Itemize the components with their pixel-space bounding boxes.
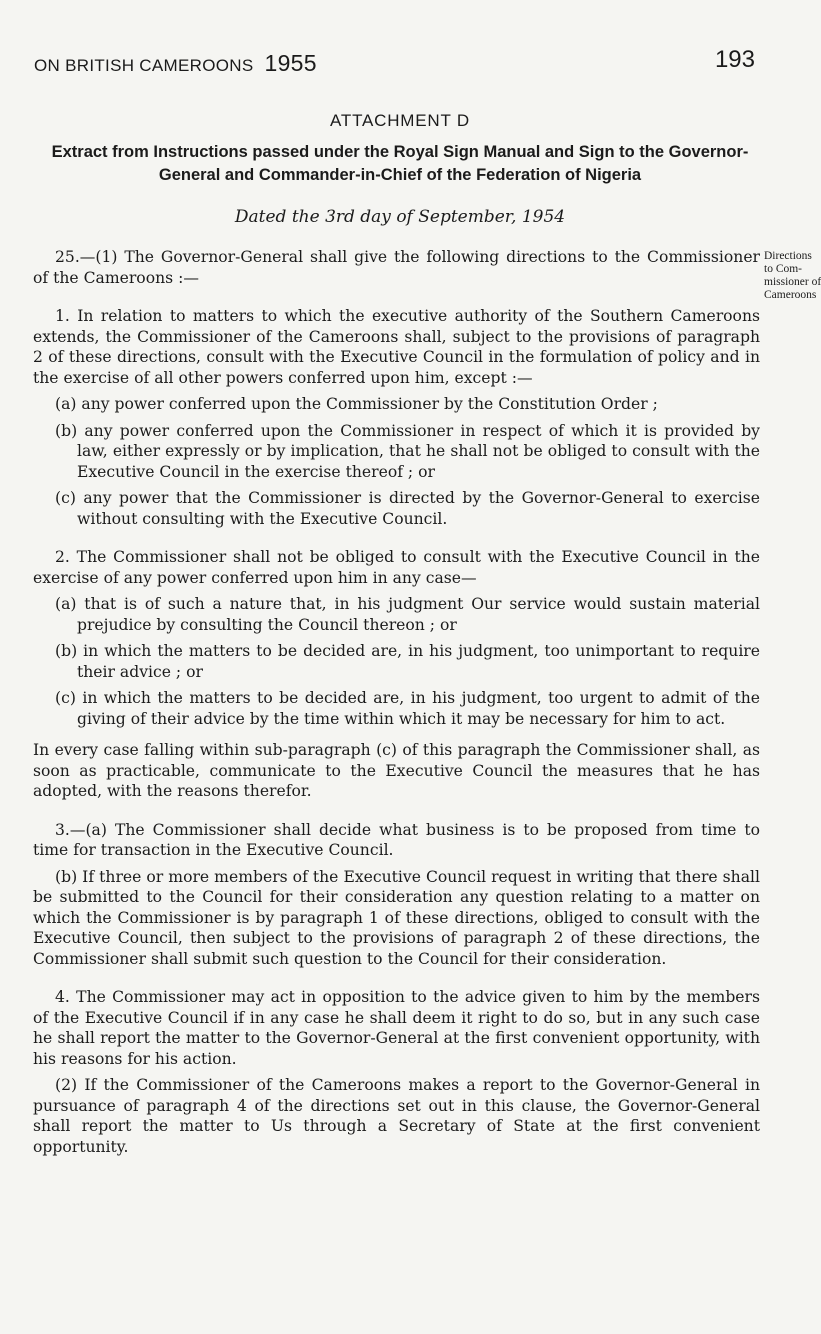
paragraph-3b: (b) If three or more members of the Executive Council request in writing that there shall be submitted to the Council for their consideration any question relating to a matter on which the Commissioner is by paragraph 1 of these directions, obliged to consult with the Executive Council, then subject to the provisions of paragraph 2 of these directions, the Commissioner shall submit such question to the Council for their consideration. <box>33 867 760 968</box>
paragraph-4: 4. The Commissioner may act in opposition to the advice given to him by the members of the Executive Council if in any case he shall deem it right to do so, but in any such case he shall report the matter to the Governor-General at the first convenient opportunity, with his reasons for his action. <box>33 988 760 1068</box>
paragraph-2b: (b) in which the matters to be decided are, in his judgment, too unimportant to require their advice ; or <box>55 642 760 681</box>
margin-note-line: to Com- <box>764 263 803 275</box>
paragraph-1: 1. In relation to matters to which the executive authority of the Southern Cameroons extends, the Commissioner of the Cameroons shall, subject to the provisions of paragraph 2 of these directions, consult with the Executive Council in the formulation of policy and in the exercise of all other powers conferred upon him, except :— <box>33 307 760 387</box>
margin-note-line: Cameroons <box>764 289 817 301</box>
running-head <box>34 50 317 77</box>
paragraph-3a: 3.—(a) The Commissioner shall decide what business is to be proposed from time to time for transaction in the Executive Council. <box>33 820 760 859</box>
paragraph-2a: (a) that is of such a nature that, in his judgment Our service would sustain material prejudice by consulting the Council thereon ; or <box>55 595 760 634</box>
extract-title: Extract from Instructions passed under the Royal Sign Manual and Sign to the Governor-General and Commander-in-Chief of the Federation of Nigeria <box>51 143 749 184</box>
running-year: 1955 <box>264 50 317 76</box>
page-number: 193 <box>714 46 755 73</box>
paragraph-1c: (c) any power that the Commissioner is directed by the Governor-General to exercise without consulting with the Executive Council. <box>55 489 760 528</box>
paragraph-25-2: (2) If the Commissioner of the Cameroons makes a report to the Governor-General in pursuance of paragraph 4 of the directions set out in this clause, the Governor-General shall report the matter to Us through a Secretary of State at the first convenient opportunity. <box>33 1076 760 1156</box>
attachment-heading: ATTACHMENT D <box>330 111 470 130</box>
paragraph-25-1: 25.—(1) The Governor-General shall give the following directions to the Commissioner of the Cameroons :— <box>33 248 760 287</box>
margin-note <box>764 250 821 302</box>
paragraph-1b: (b) any power conferred upon the Commissioner in respect of which it is provided by law, either expressly or by implication, that he shall not be obliged to consult with the Executive Council in the exercise thereof ; or <box>55 421 760 481</box>
paragraph-2: 2. The Commissioner shall not be obliged to consult with the Executive Council in the exercise of any power conferred upon him in any case— <box>33 548 760 587</box>
running-title: ON BRITISH CAMEROONS <box>34 56 254 75</box>
paragraph-2-tail: In every case falling within sub-paragraph (c) of this paragraph the Commissioner shall, as soon as practicable, communicate to the Executive Council the measures that he has adopted, with the reasons therefor. <box>33 741 760 800</box>
body-text <box>33 247 760 1157</box>
margin-note-line: Directions <box>764 250 812 262</box>
paragraph-1a: (a) any power conferred upon the Commissioner by the Constitution Order ; <box>55 395 658 413</box>
dated-line: Dated the 3rd day of September, 1954 <box>234 207 566 227</box>
margin-note-line: missioner of <box>764 276 821 288</box>
paragraph-2c: (c) in which the matters to be decided are, in his judgment, too urgent to admit of the giving of their advice by the time within which it may be necessary for him to act. <box>55 689 760 728</box>
